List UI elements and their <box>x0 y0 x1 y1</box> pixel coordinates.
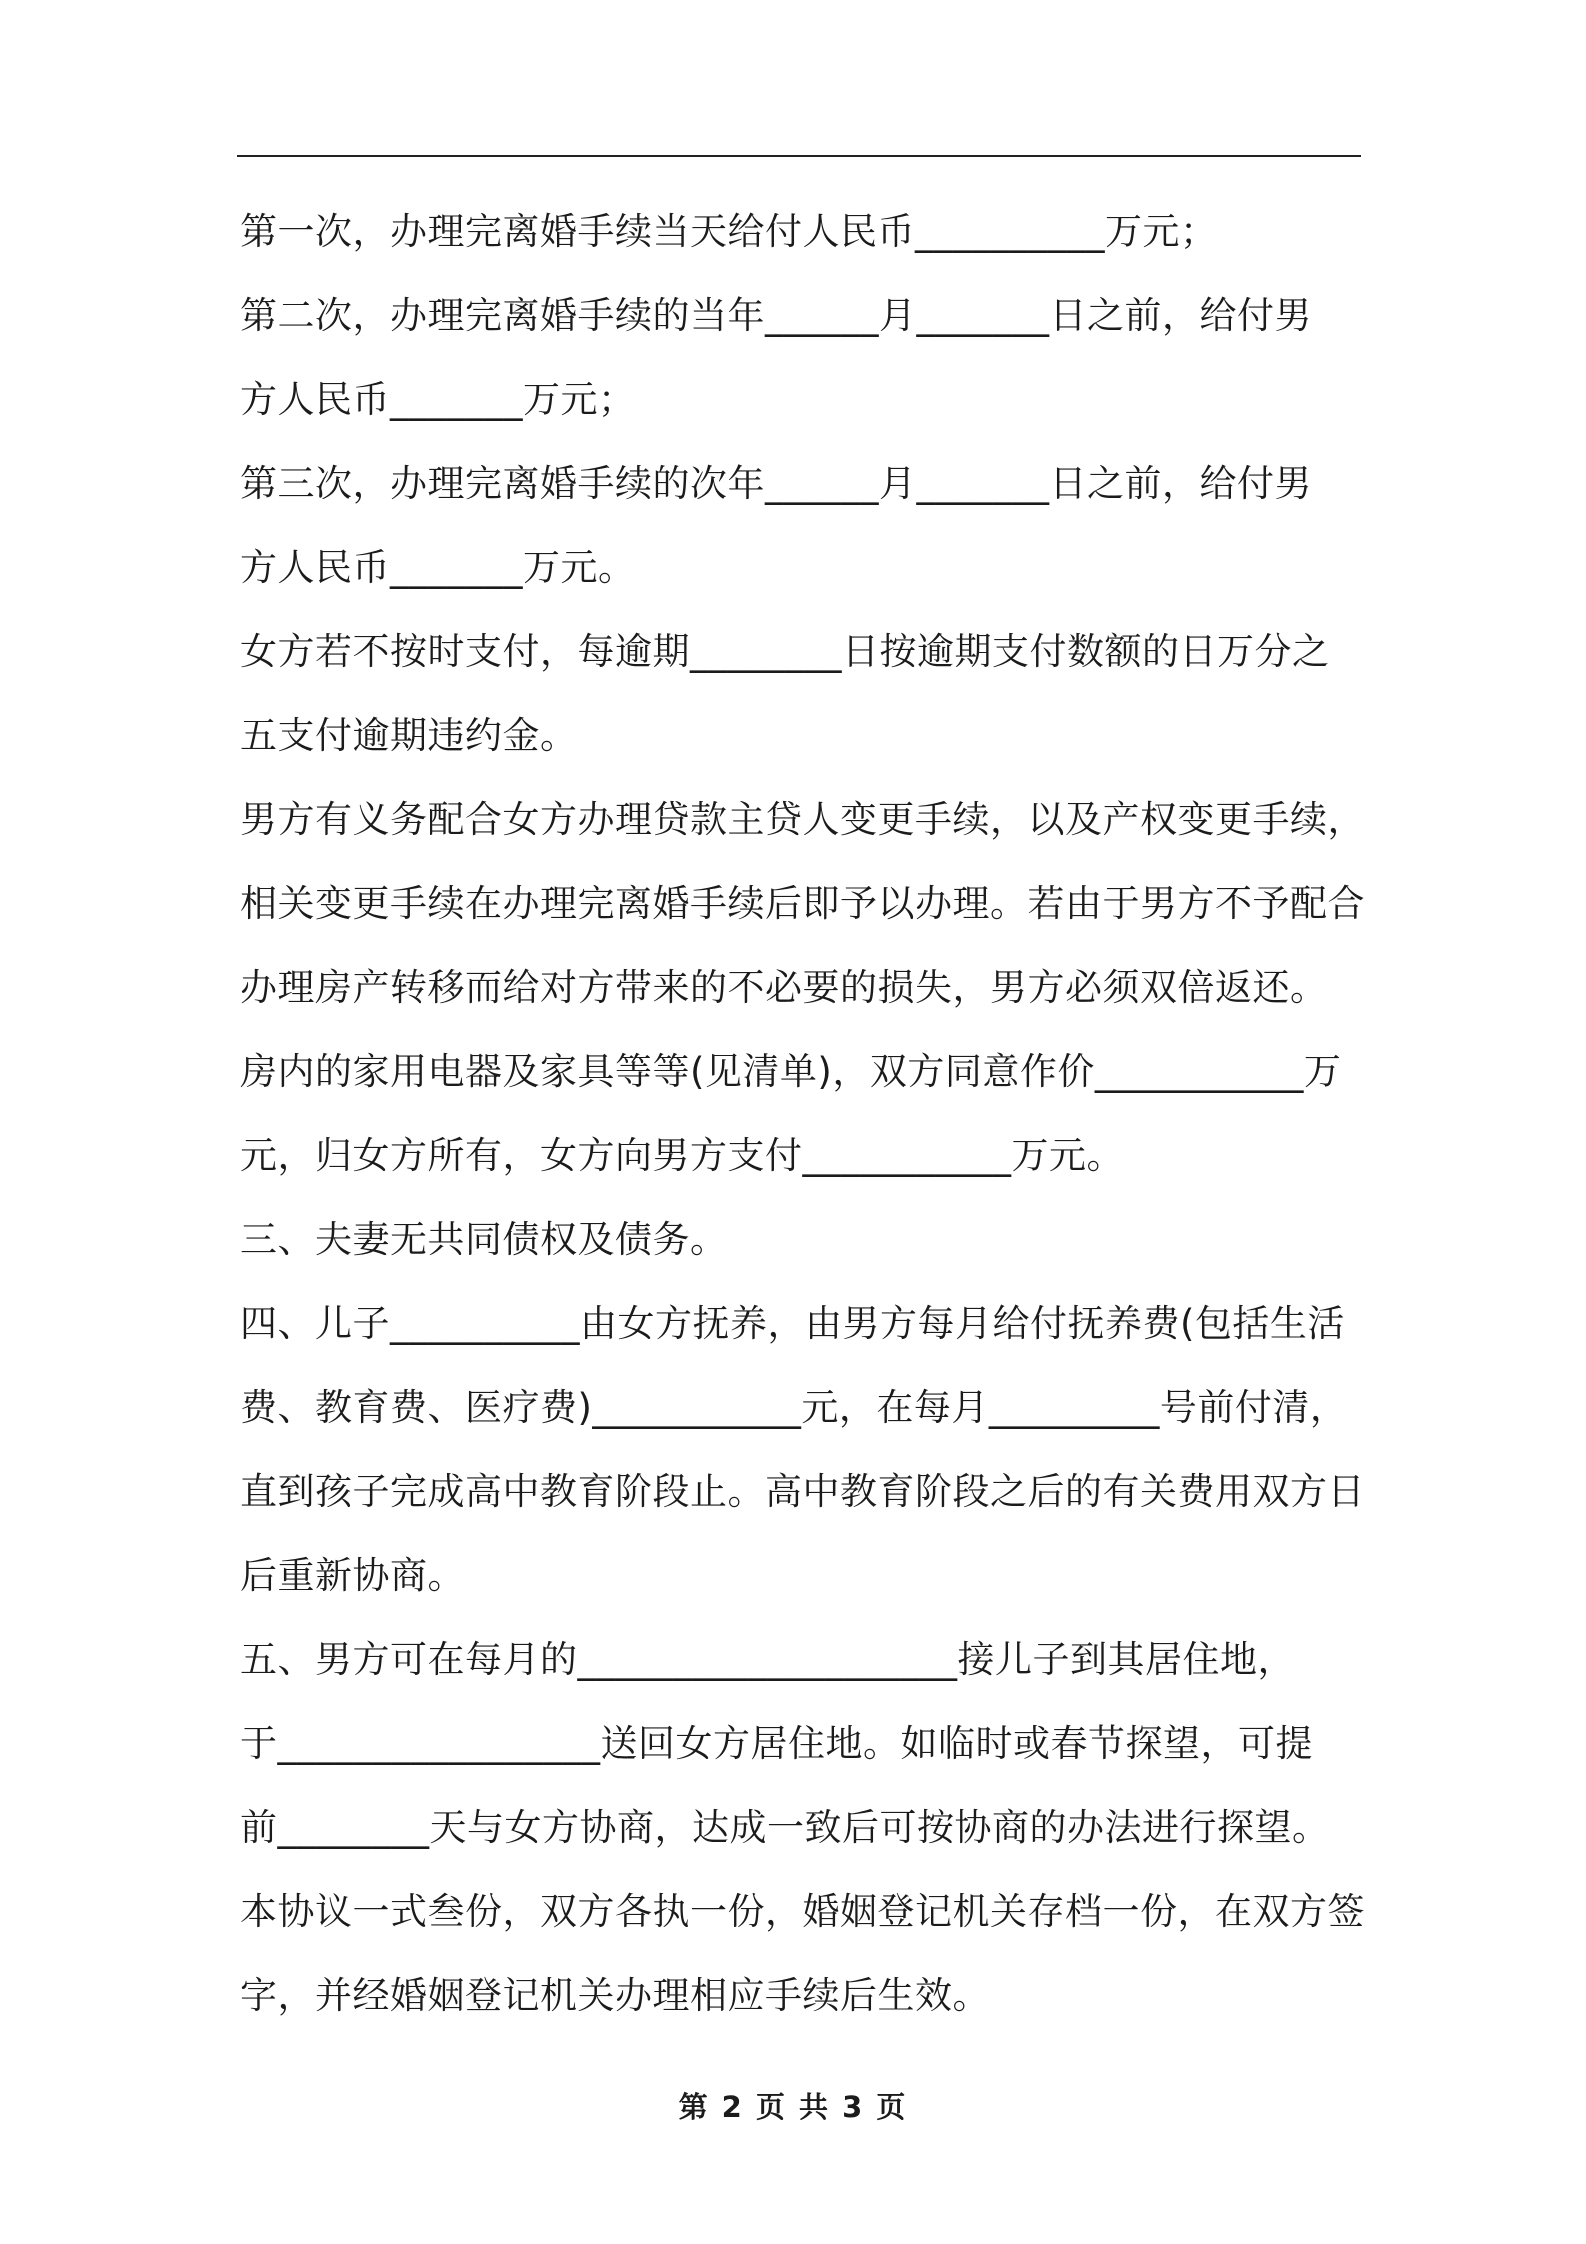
text-line: 办理房产转移而给对方带来的不必要的损失，男方必须双倍返还。 <box>240 966 1328 1009</box>
text-line: 于_________________送回女方居住地。如临时或春节探望，可提 <box>240 1722 1313 1765</box>
text-line: 方人民币_______万元。 <box>240 546 636 589</box>
text-line: 相关变更手续在办理完离婚手续后即予以办理。若由于男方不予配合 <box>240 882 1365 925</box>
text-line: 第一次，办理完离婚手续当天给付人民币__________万元； <box>240 210 1218 253</box>
header-rule <box>237 155 1361 157</box>
text-line: 前________天与女方协商，达成一致后可按协商的办法进行探望。 <box>240 1806 1330 1849</box>
text-line: 字，并经婚姻登记机关办理相应手续后生效。 <box>240 1974 990 2017</box>
text-line: 后重新协商。 <box>240 1554 465 1597</box>
text-line: 三、夫妻无共同债权及债务。 <box>240 1218 728 1261</box>
text-line: 第三次，办理完离婚手续的次年______月_______日之前，给付男 <box>240 462 1312 505</box>
text-line: 五支付逾期违约金。 <box>240 714 578 757</box>
page-number-label: 第 2 页 共 3 页 <box>678 2090 908 2124</box>
text-line: 费、教育费、医疗费)___________元，在每月_________号前付清， <box>240 1386 1348 1429</box>
text-line: 直到孩子完成高中教育阶段止。高中教育阶段之后的有关费用双方日 <box>240 1470 1365 1513</box>
text-line: 方人民币_______万元； <box>240 378 636 421</box>
text-line: 男方有义务配合女方办理贷款主贷人变更手续，以及产权变更手续， <box>240 798 1365 841</box>
text-line: 元，归女方所有，女方向男方支付___________万元。 <box>240 1134 1124 1177</box>
text-line: 女方若不按时支付，每逾期________日按逾期支付数额的日万分之 <box>240 630 1330 673</box>
page-footer <box>0 2085 1586 2126</box>
document-body <box>240 200 1380 2048</box>
text-line: 四、儿子__________由女方抚养，由男方每月给付抚养费(包括生活 <box>240 1302 1345 1345</box>
text-line: 第二次，办理完离婚手续的当年______月_______日之前，给付男 <box>240 294 1312 337</box>
text-line: 五、男方可在每月的____________________接儿子到其居住地， <box>240 1638 1295 1681</box>
text-line: 房内的家用电器及家具等等(见清单)，双方同意作价___________万 <box>240 1050 1342 1093</box>
text-line: 本协议一式叁份，双方各执一份，婚姻登记机关存档一份，在双方签 <box>240 1890 1365 1933</box>
